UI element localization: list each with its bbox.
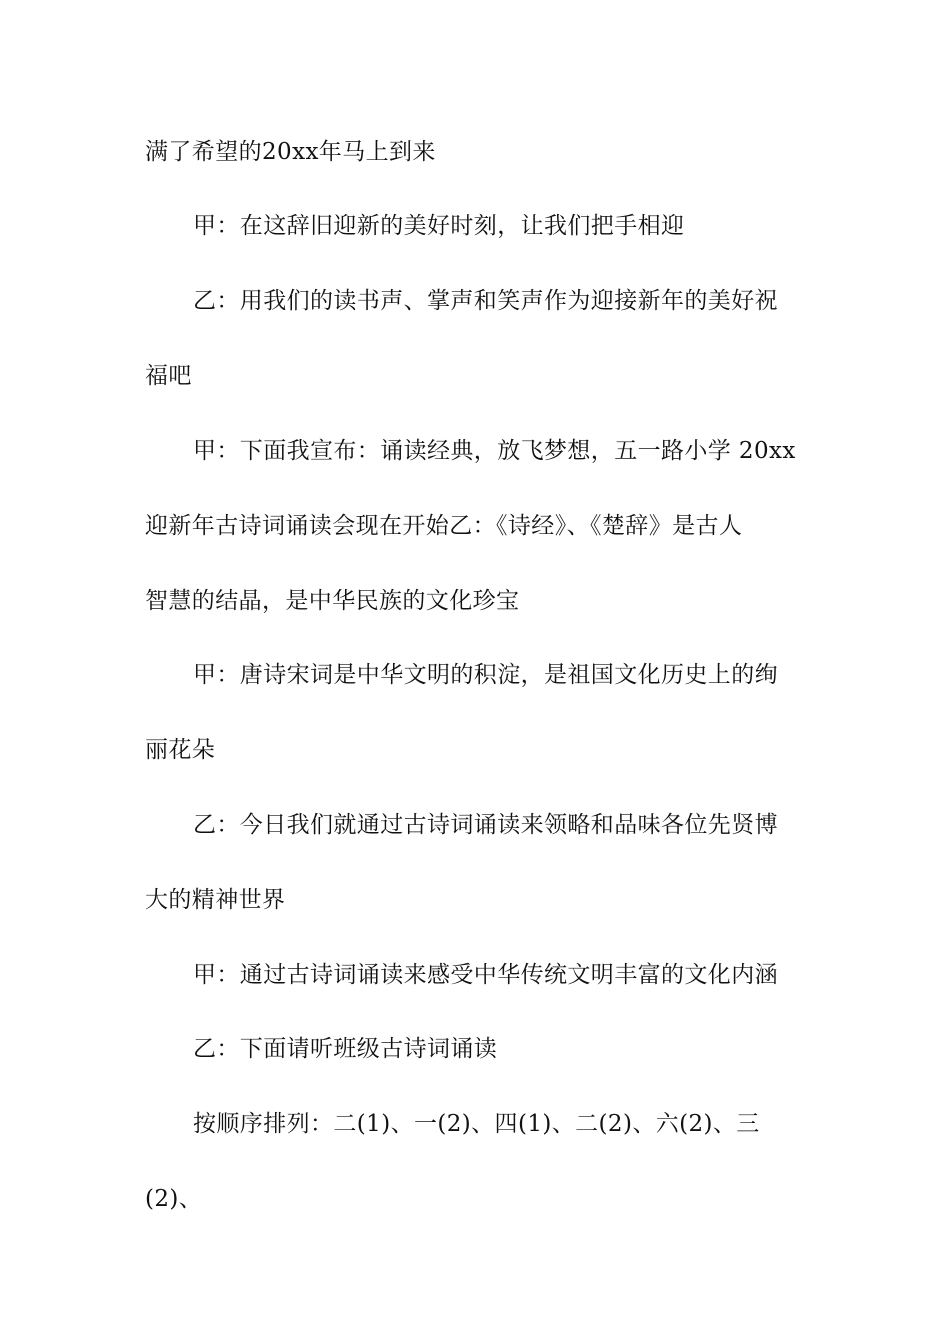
text-line-4: 福吧 [145,363,192,389]
text-line-13: 乙：下面请听班级古诗词诵读 [193,1036,498,1062]
text-line-7: 智慧的结晶，是中华民族的文化珍宝 [145,588,520,614]
text-line-3: 乙：用我们的读书声、掌声和笑声作为迎接新年的美好祝 [193,288,778,314]
text-line-15: (2)、 [145,1186,203,1212]
text-line-12: 甲：通过古诗词诵读来感受中华传统文明丰富的文化内涵 [193,962,778,988]
text-line-8: 甲：唐诗宋词是中华文明的积淀，是祖国文化历史上的绚 [193,662,778,688]
text-line-6: 迎新年古诗词诵读会现在开始乙：《诗经》、《楚辞》是古人 [145,513,743,539]
text-line-1: 满了希望的20xx年马上到来 [145,139,436,165]
text-line-5: 甲：下面我宣布：诵读经典，放飞梦想，五一路小学 20xx [193,438,796,464]
text-line-2: 甲：在这辞旧迎新的美好时刻，让我们把手相迎 [193,213,685,239]
text-line-14: 按顺序排列：二(1)、一(2)、四(1)、二(2)、六(2)、三 [193,1111,760,1137]
text-line-11: 大的精神世界 [145,887,286,913]
text-line-10: 乙：今日我们就通过古诗词诵读来领略和品味各位先贤博 [193,812,778,838]
text-line-9: 丽花朵 [145,737,216,763]
